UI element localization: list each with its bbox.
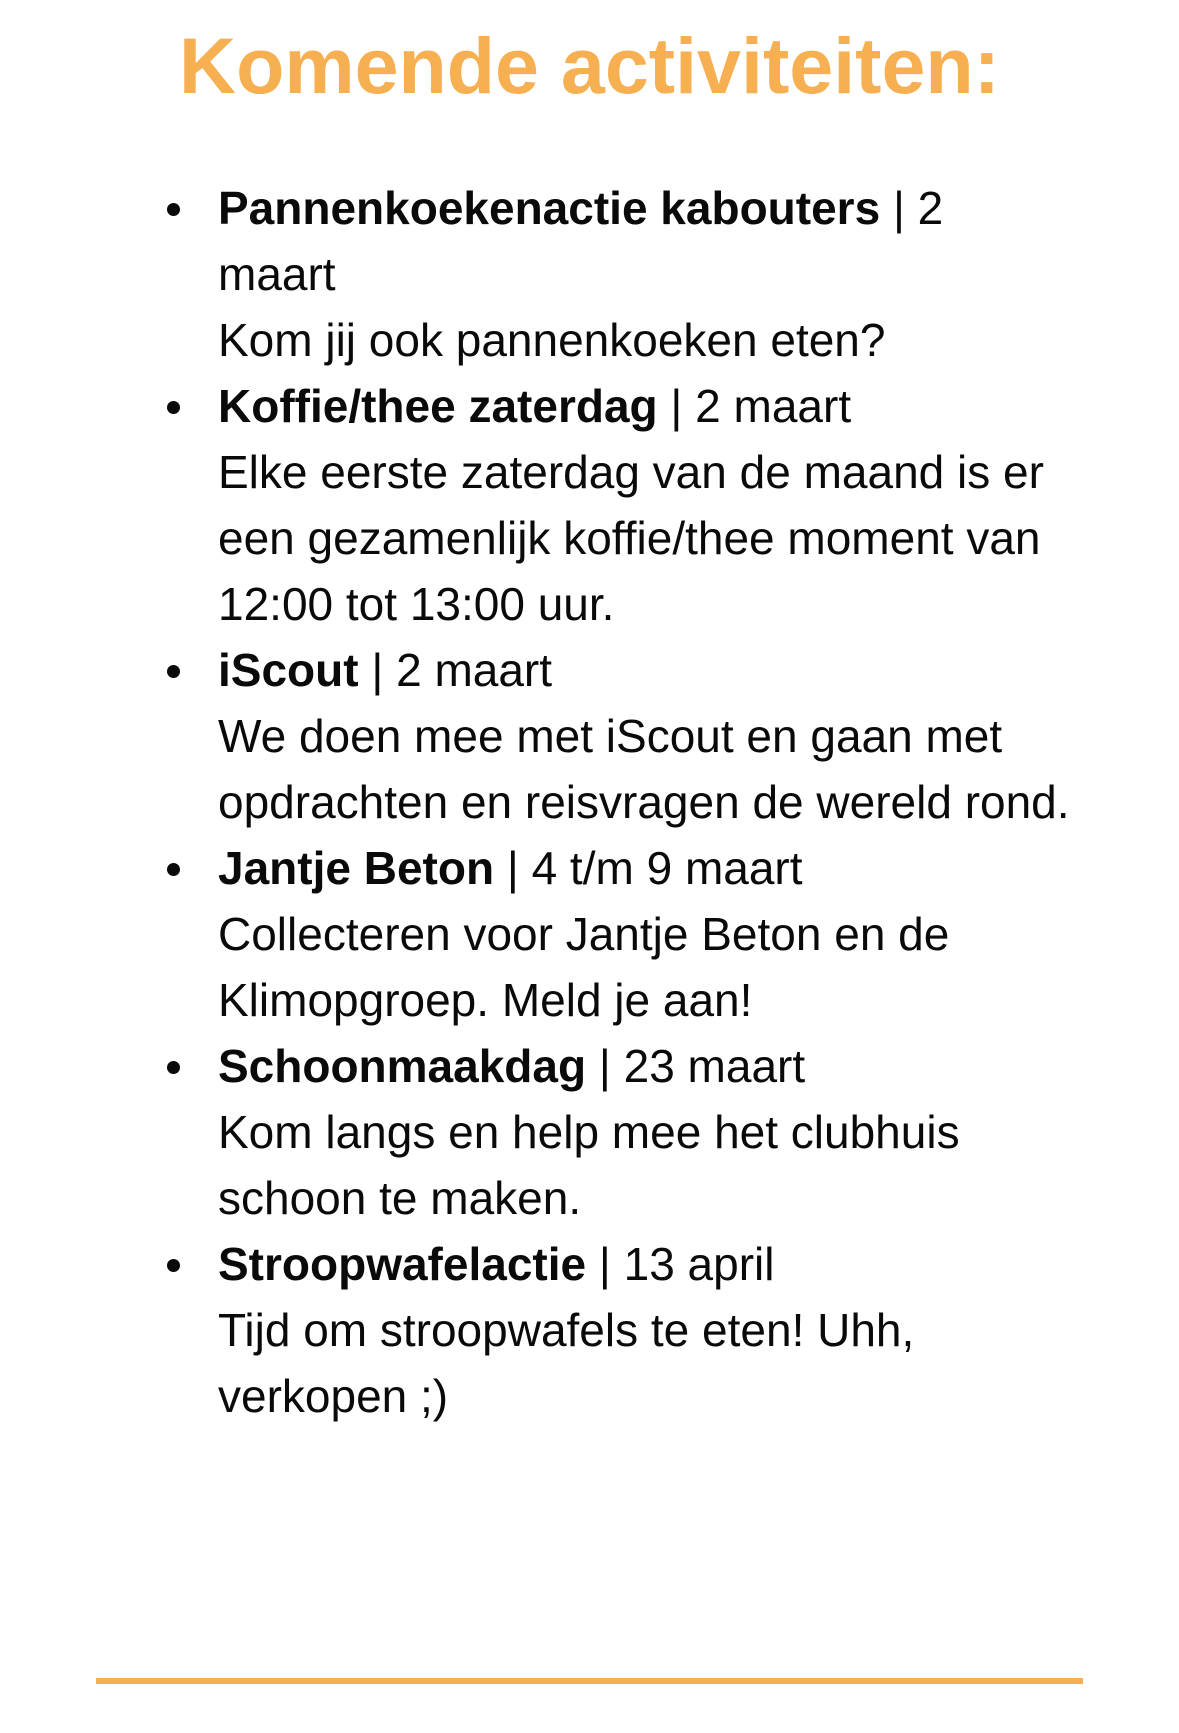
- activity-description: Elke eerste zaterdag van de maand is er een gezamenlijk koffie/thee moment van 12:00 tot 13:00 uur.: [218, 446, 1044, 630]
- bullet-icon: [167, 1259, 180, 1272]
- bullet-icon: [167, 1061, 180, 1074]
- bullet-icon: [167, 203, 180, 216]
- activity-description: Kom langs en help mee het clubhuis schoon te maken.: [218, 1106, 960, 1224]
- activity-title: Koffie/thee zaterdag: [218, 380, 658, 432]
- list-item: [160, 1231, 1070, 1429]
- activity-separator: |: [598, 1238, 611, 1290]
- activity-head: [218, 637, 1070, 703]
- list-item: [160, 835, 1070, 1033]
- activity-title: iScout: [218, 644, 359, 696]
- activity-date: 2 maart: [695, 380, 852, 432]
- activity-description: Tijd om stroopwafels te eten! Uhh, verkopen ;): [218, 1304, 915, 1422]
- activity-separator: |: [598, 1040, 611, 1092]
- activity-date: 13 april: [623, 1238, 775, 1290]
- activity-head: [218, 1033, 1070, 1099]
- activity-separator: |: [670, 380, 683, 432]
- activity-separator: |: [892, 182, 905, 234]
- activity-description: We doen mee met iScout en gaan met opdrachten en reisvragen de wereld rond.: [218, 710, 1070, 828]
- activity-title: Stroopwafelactie: [218, 1238, 587, 1290]
- activity-separator: |: [371, 644, 384, 696]
- list-item: [160, 1033, 1070, 1231]
- activity-head: [218, 175, 1070, 307]
- activity-title: Jantje Beton: [218, 842, 495, 894]
- activity-head: [218, 1231, 1070, 1297]
- list-item: [160, 637, 1070, 835]
- list-item: [160, 175, 1070, 373]
- activity-title: Pannenkoekenactie kabouters: [218, 182, 881, 234]
- activity-date: 4 t/m 9 maart: [531, 842, 803, 894]
- activity-head: [218, 835, 1070, 901]
- page-title: Komende activiteiten:: [179, 21, 1000, 110]
- bullet-icon: [167, 665, 180, 678]
- activity-date: 2 maart: [218, 182, 944, 300]
- activity-head: [218, 373, 1070, 439]
- divider-rule: [96, 1678, 1083, 1684]
- activities-list: [160, 175, 1179, 1429]
- newsletter-page: [0, 21, 1179, 1733]
- bullet-icon: [167, 401, 180, 414]
- list-item: [160, 373, 1070, 637]
- activity-description: Collecteren voor Jantje Beton en de Klimopgroep. Meld je aan!: [218, 908, 950, 1026]
- activity-separator: |: [506, 842, 519, 894]
- activity-date: 23 maart: [623, 1040, 806, 1092]
- activity-description: Kom jij ook pannenkoeken eten?: [218, 314, 886, 366]
- bullet-icon: [167, 863, 180, 876]
- activity-date: 2 maart: [396, 644, 553, 696]
- activity-title: Schoonmaakdag: [218, 1040, 587, 1092]
